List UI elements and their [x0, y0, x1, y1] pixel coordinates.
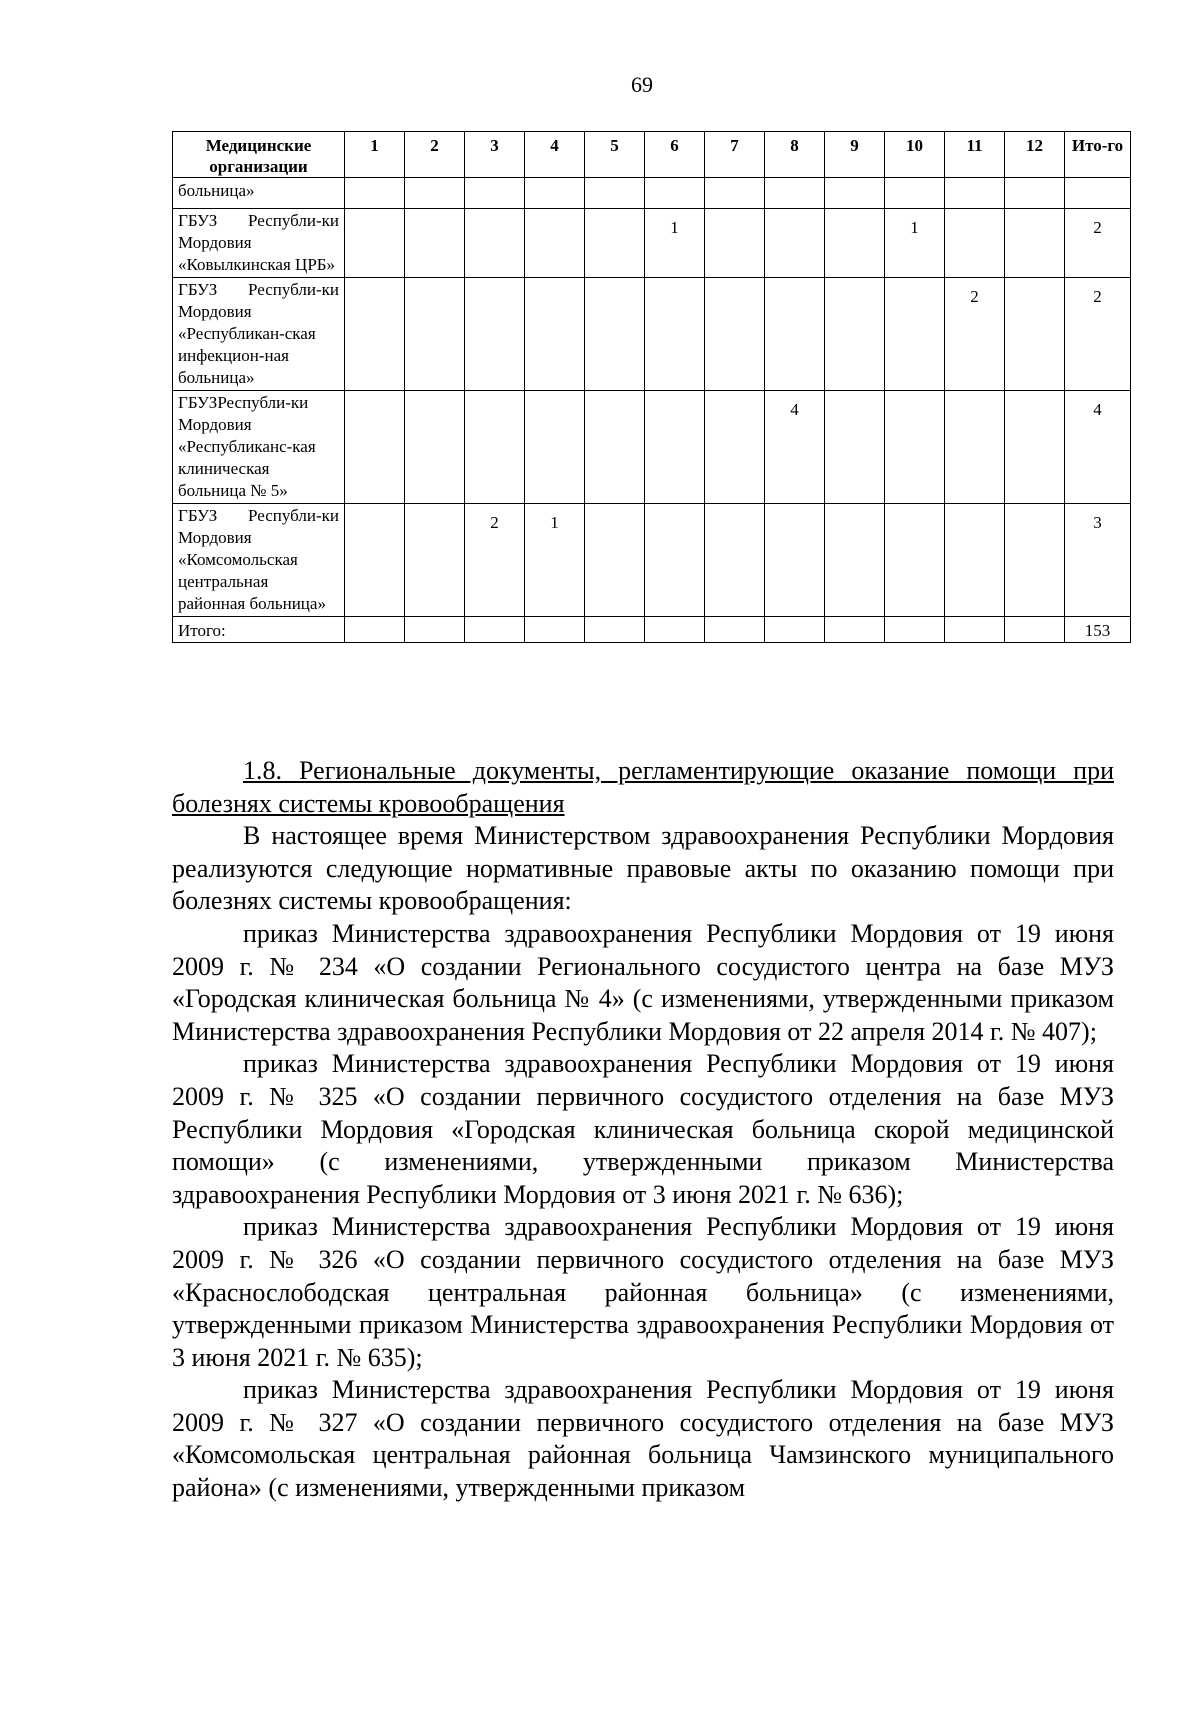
- header-cell: 4: [525, 132, 585, 178]
- count-cell: 1: [645, 209, 705, 278]
- count-cell: [525, 278, 585, 391]
- count-cell: 2: [945, 278, 1005, 391]
- count-cell: [405, 391, 465, 504]
- count-cell: [585, 504, 645, 617]
- count-cell: [1005, 278, 1065, 391]
- count-cell: [405, 178, 465, 209]
- section-body: [172, 755, 1114, 1505]
- count-cell: [405, 209, 465, 278]
- table-row: [173, 391, 1131, 504]
- header-cell: 10: [885, 132, 945, 178]
- paragraph: В настоящее время Министерством здравоохранения Республики Мордовия реализуются следующие нормативные правовые акты по оказанию помощи при болезнях системы кровообращения:: [172, 821, 1114, 916]
- count-cell: [1005, 617, 1065, 643]
- paragraph: приказ Министерства здравоохранения Республики Мордовия от 19 июня 2009 г. № 234 «О создании Регионального сосудистого центра на базе МУЗ «Городская клиническая больница № 4» (с изменениями, утвержденными приказом Министерства здравоохранения Республики Мордовия от 22 апреля 2014 г. № 407);: [172, 918, 1114, 1046]
- table-row: [173, 178, 1131, 209]
- table-row: [173, 209, 1131, 278]
- section-heading: 1.8. Региональные документы, регламентирующие оказание помощи при болезнях системы кровообращения: [172, 756, 1114, 818]
- count-cell: [525, 617, 585, 643]
- count-cell: [645, 391, 705, 504]
- count-cell: [885, 391, 945, 504]
- header-cell: 11: [945, 132, 1005, 178]
- count-cell: [405, 617, 465, 643]
- count-cell: [945, 178, 1005, 209]
- org-name-cell: ГБУЗРеспубли-ки Мордовия «Республиканс-кая клиническая больница № 5»: [173, 391, 345, 504]
- count-cell: [825, 504, 885, 617]
- count-cell: [705, 617, 765, 643]
- header-cell: Ито-го: [1065, 132, 1131, 178]
- count-cell: [465, 391, 525, 504]
- count-cell: [765, 209, 825, 278]
- count-cell: [645, 278, 705, 391]
- count-cell: [465, 617, 525, 643]
- header-cell: 1: [345, 132, 405, 178]
- count-cell: 4: [765, 391, 825, 504]
- count-cell: [705, 209, 765, 278]
- header-cell: Медицинские организации: [173, 132, 345, 178]
- count-cell: [405, 504, 465, 617]
- count-cell: [525, 178, 585, 209]
- count-cell: [765, 278, 825, 391]
- paragraph: приказ Министерства здравоохранения Республики Мордовия от 19 июня 2009 г. № 326 «О создании первичного сосудистого отделения на базе МУЗ «Краснослободская центральная районная больница» (с изменениями, утвержденными приказом Министерства здравоохранения Республики Мордовия от 3 июня 2021 г. № 635);: [172, 1212, 1114, 1372]
- count-cell: [585, 391, 645, 504]
- count-cell: [405, 278, 465, 391]
- org-name-cell: больница»: [173, 178, 345, 209]
- count-cell: 1: [885, 209, 945, 278]
- org-name-cell: ГБУЗ Республи-ки Мордовия «Комсомольская центральная районная больница»: [173, 504, 345, 617]
- row-total-cell: [1065, 178, 1131, 209]
- count-cell: [645, 504, 705, 617]
- row-total-cell: 3: [1065, 504, 1131, 617]
- count-cell: [765, 178, 825, 209]
- count-cell: [1005, 178, 1065, 209]
- grand-total-cell: 153: [1065, 617, 1131, 643]
- header-cell: 6: [645, 132, 705, 178]
- count-cell: [585, 209, 645, 278]
- header-cell: 2: [405, 132, 465, 178]
- count-cell: [825, 178, 885, 209]
- count-cell: [765, 617, 825, 643]
- count-cell: [345, 278, 405, 391]
- count-cell: [825, 209, 885, 278]
- table-row: [173, 278, 1131, 391]
- count-cell: [585, 617, 645, 643]
- header-cell: 3: [465, 132, 525, 178]
- count-cell: [585, 178, 645, 209]
- count-cell: [825, 617, 885, 643]
- count-cell: [345, 209, 405, 278]
- count-cell: [465, 178, 525, 209]
- count-cell: [525, 209, 585, 278]
- count-cell: [465, 209, 525, 278]
- count-cell: [765, 504, 825, 617]
- page-number: 69: [631, 72, 653, 97]
- count-cell: [585, 278, 645, 391]
- count-cell: [345, 178, 405, 209]
- count-cell: [465, 278, 525, 391]
- org-name-cell: ГБУЗ Республи-ки Мордовия «Ковылкинская ЦРБ»: [173, 209, 345, 278]
- header-cell: 7: [705, 132, 765, 178]
- count-cell: 1: [525, 504, 585, 617]
- count-cell: [345, 504, 405, 617]
- count-cell: [885, 617, 945, 643]
- table-total-row: [173, 617, 1131, 643]
- table-row: [173, 504, 1131, 617]
- count-cell: [945, 209, 1005, 278]
- count-cell: [1005, 209, 1065, 278]
- count-cell: [705, 178, 765, 209]
- count-cell: [885, 278, 945, 391]
- row-total-cell: 4: [1065, 391, 1131, 504]
- count-cell: [1005, 504, 1065, 617]
- count-cell: [1005, 391, 1065, 504]
- org-name-cell: ГБУЗ Республи-ки Мордовия «Республикан-ская инфекцион-ная больница»: [173, 278, 345, 391]
- count-cell: [645, 178, 705, 209]
- count-cell: [825, 391, 885, 504]
- count-cell: [345, 391, 405, 504]
- count-cell: [885, 178, 945, 209]
- count-cell: [825, 278, 885, 391]
- count-cell: [945, 617, 1005, 643]
- header-cell: 9: [825, 132, 885, 178]
- paragraph: приказ Министерства здравоохранения Республики Мордовия от 19 июня 2009 г. № 325 «О создании первичного сосудистого отделения на базе МУЗ Республики Мордовия «Городская клиническая больница скорой медицинской помощи» (с изменениями, утвержденными приказом Министерства здравоохранения Республики Мордовия от 3 июня 2021 г. № 636);: [172, 1049, 1114, 1209]
- table-header-row: [173, 132, 1131, 178]
- count-cell: [525, 391, 585, 504]
- count-cell: [705, 504, 765, 617]
- count-cell: [885, 504, 945, 617]
- count-cell: 2: [465, 504, 525, 617]
- count-cell: [705, 278, 765, 391]
- hospital-table: [172, 131, 1131, 643]
- header-cell: 8: [765, 132, 825, 178]
- count-cell: [345, 617, 405, 643]
- count-cell: [645, 617, 705, 643]
- row-total-cell: 2: [1065, 278, 1131, 391]
- paragraph: приказ Министерства здравоохранения Республики Мордовия от 19 июня 2009 г. № 327 «О создании первичного сосудистого отделения на базе МУЗ «Комсомольская центральная районная больница Чамзинского муниципального района» (с изменениями, утвержденными приказом: [172, 1375, 1114, 1503]
- count-cell: [705, 391, 765, 504]
- count-cell: [945, 504, 1005, 617]
- row-total-cell: 2: [1065, 209, 1131, 278]
- count-cell: [945, 391, 1005, 504]
- total-label-cell: Итого:: [173, 617, 345, 643]
- header-cell: 12: [1005, 132, 1065, 178]
- header-cell: 5: [585, 132, 645, 178]
